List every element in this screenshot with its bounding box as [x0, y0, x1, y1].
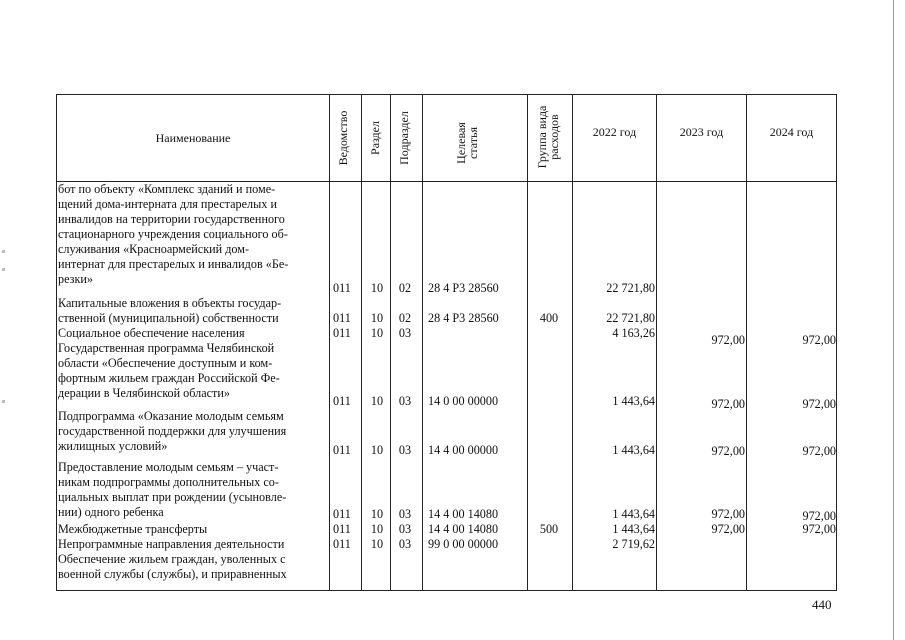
- cell-department: 011: [333, 311, 351, 325]
- cell-2022: 4 163,26: [612, 326, 655, 340]
- row-name: [58, 182, 328, 287]
- row-name: [58, 326, 328, 341]
- cell-2023: 972,00: [711, 444, 745, 458]
- row-name-line: стационарного учреждения социального об-: [58, 227, 288, 241]
- scan-edge-line: [893, 0, 894, 640]
- row-name-line: инвалидов на территории государственного: [58, 212, 285, 226]
- header-department: Ведомство: [336, 110, 350, 166]
- header-expense-group-line: Группа вида: [535, 105, 549, 169]
- row-name-line: Межбюджетные трансферты: [58, 522, 208, 536]
- row-name: [58, 552, 328, 582]
- cell-department: 011: [333, 394, 351, 408]
- cell-target-item: 99 0 00 00000: [428, 537, 499, 551]
- row-name-line: ственной (муниципальной) собственности: [58, 311, 279, 325]
- table-bottom-border: [56, 590, 837, 591]
- row-name-line: нии) одного ребенка: [58, 505, 164, 519]
- cell-2023: 972,00: [711, 522, 745, 536]
- header-target-item: [455, 100, 481, 186]
- cell-target-item: 14 0 00 00000: [428, 394, 499, 408]
- cell-section: 10: [370, 443, 384, 457]
- header-name: Наименование: [155, 130, 231, 145]
- cell-target-item: 14 4 00 14080: [428, 507, 499, 521]
- cell-section: 10: [370, 394, 384, 408]
- row-name-line: области «Обеспечение доступным и ком-: [58, 356, 273, 370]
- row-name-line: щений дома-интерната для престарелых и: [58, 197, 277, 211]
- row-name-line: Непрограммные направления деятельности: [58, 537, 285, 551]
- row-name-line: Социальное обеспечение населения: [58, 326, 245, 340]
- row-name-line: никам подпрограммы дополнительных со-: [58, 475, 279, 489]
- cell-section: 10: [370, 537, 384, 551]
- row-name-line: жилищных условий»: [58, 439, 168, 453]
- cell-department: 011: [333, 326, 351, 340]
- row-name-line: интернат для престарелых и инвалидов «Бе-: [58, 257, 289, 271]
- cell-expense-group: 400: [539, 311, 559, 325]
- col-border: [361, 94, 362, 591]
- cell-section: 10: [370, 522, 384, 536]
- scan-dot: [2, 268, 5, 271]
- cell-subsection: 02: [398, 311, 412, 325]
- cell-target-item: 28 4 Р3 28560: [428, 281, 499, 295]
- cell-2024: 972,00: [802, 522, 836, 536]
- cell-department: 011: [333, 537, 351, 551]
- row-name: [58, 537, 328, 552]
- row-name-line: циальных выплат при рождении (усыновле-: [58, 490, 287, 504]
- row-name: [58, 341, 328, 401]
- cell-department: 011: [333, 443, 351, 457]
- row-name-line: резки»: [58, 272, 94, 286]
- cell-2022: 1 443,64: [612, 394, 655, 408]
- cell-subsection: 02: [398, 281, 412, 295]
- cell-section: 10: [370, 281, 384, 295]
- cell-2024: 972,00: [802, 444, 836, 458]
- cell-2022: 22 721,80: [606, 281, 655, 295]
- page-number: 440: [812, 597, 832, 612]
- row-name-line: государственной поддержки для улучшения: [58, 424, 287, 438]
- cell-target-item: 14 4 00 00000: [428, 443, 499, 457]
- scan-dot: [2, 400, 5, 403]
- cell-subsection: 03: [398, 394, 412, 408]
- cell-department: 011: [333, 522, 351, 536]
- header-2023: 2023 год: [679, 124, 724, 139]
- cell-department: 011: [333, 281, 351, 295]
- col-border: [329, 94, 330, 591]
- header-subsection: Подраздел: [397, 111, 411, 165]
- cell-2024: 972,00: [802, 397, 836, 411]
- cell-subsection: 03: [398, 326, 412, 340]
- cell-2022: 1 443,64: [612, 507, 655, 521]
- row-name-line: Подпрограмма «Оказание молодым семьям: [58, 409, 284, 423]
- header-expense-group-line: расходов: [547, 114, 561, 160]
- header-target-item-line: статья: [466, 127, 480, 159]
- cell-target-item: 14 4 00 14080: [428, 522, 499, 536]
- row-name-line: служивания «Красноармейский дом-: [58, 242, 250, 256]
- cell-section: 10: [370, 326, 384, 340]
- cell-2022: 1 443,64: [612, 522, 655, 536]
- header-expense-group: [536, 94, 562, 180]
- row-name-line: Капитальные вложения в объекты государ-: [58, 296, 282, 310]
- cell-department: 011: [333, 507, 351, 521]
- cell-subsection: 03: [398, 537, 412, 551]
- cell-target-item: 28 4 Р3 28560: [428, 311, 499, 325]
- cell-2022: 2 719,62: [612, 537, 655, 551]
- row-name-line: дерации в Челябинской области»: [58, 386, 230, 400]
- header-target-item-line: Целевая: [454, 122, 468, 164]
- row-name-line: Обеспечение жильем граждан, уволенных с: [58, 552, 286, 566]
- cell-2022: 22 721,80: [606, 311, 655, 325]
- cell-expense-group: 500: [539, 522, 559, 536]
- cell-2024: 972,00: [802, 509, 836, 523]
- cell-2023: 972,00: [711, 333, 745, 347]
- col-border: [836, 94, 837, 591]
- row-name-line: бот по объекту «Комплекс зданий и поме-: [58, 182, 276, 196]
- header-2022: 2022 год: [592, 124, 637, 139]
- row-name-line: Предоставление молодым семьям – участ-: [58, 460, 279, 474]
- row-name-line: Государственная программа Челябинской: [58, 341, 275, 355]
- row-name: [58, 296, 328, 326]
- scan-dot: [2, 250, 5, 253]
- cell-section: 10: [370, 311, 384, 325]
- cell-2022: 1 443,64: [612, 443, 655, 457]
- cell-subsection: 03: [398, 507, 412, 521]
- row-name: [58, 409, 328, 454]
- cell-subsection: 03: [398, 522, 412, 536]
- cell-2023: 972,00: [711, 397, 745, 411]
- cell-2024: 972,00: [802, 333, 836, 347]
- row-name-line: фортным жильем граждан Российской Фе-: [58, 371, 280, 385]
- row-name-line: военной службы (службы), и приравненных: [58, 567, 287, 581]
- cell-subsection: 03: [398, 443, 412, 457]
- col-border: [422, 94, 423, 591]
- header-section: Раздел: [368, 121, 382, 155]
- row-name: [58, 522, 328, 537]
- row-name: [58, 460, 328, 520]
- col-border: [390, 94, 391, 591]
- cell-2023: 972,00: [711, 507, 745, 521]
- cell-section: 10: [370, 507, 384, 521]
- header-2024: 2024 год: [769, 124, 814, 139]
